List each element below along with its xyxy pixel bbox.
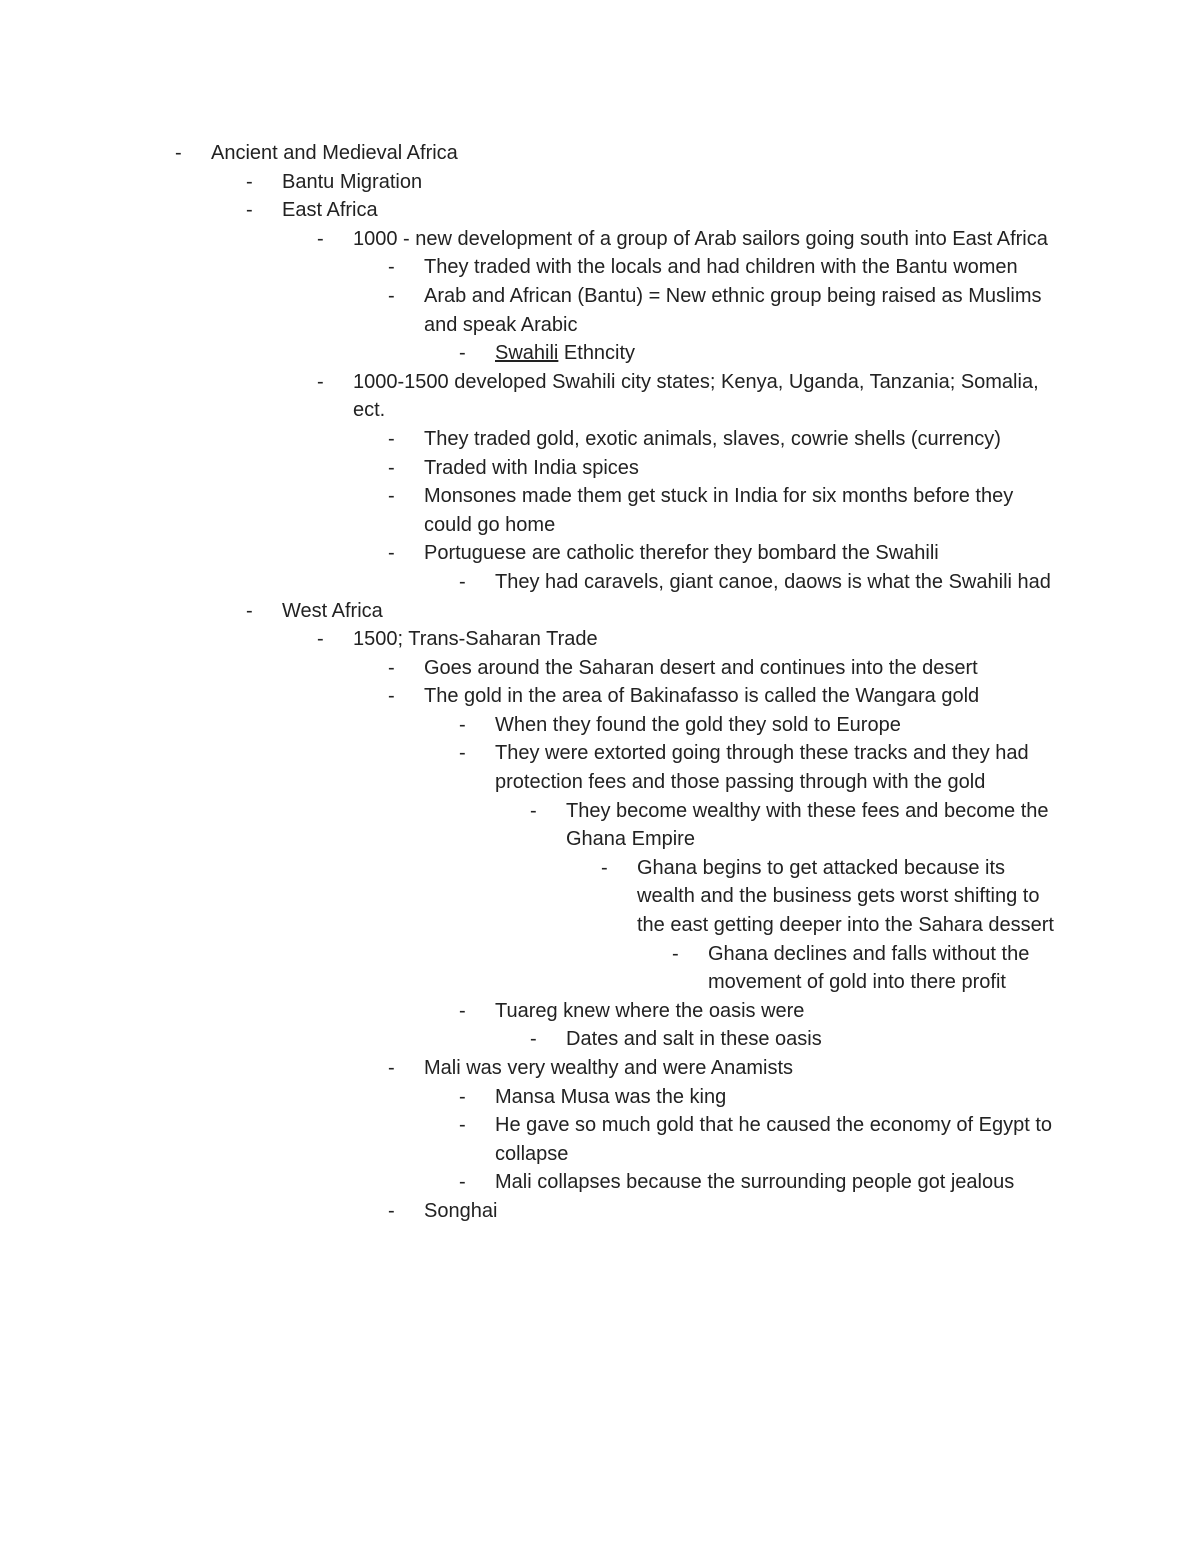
bullet-dash: - [388,1057,395,1079]
outline-item [0,196,1062,225]
bullet-dash: - [317,628,324,651]
bullet-dash: - [246,170,253,193]
outline-item-text: He gave so much gold that he caused the economy of Egypt to collapse [495,1114,1053,1165]
outline-item [0,1054,1062,1083]
outline-item-text: When they found the gold they sold to Europe [495,713,901,736]
bullet-dash: - [459,1114,466,1137]
outline-item-text: West Africa [282,599,383,622]
bullet-dash: - [388,685,395,708]
outline-item [0,997,1062,1026]
bullet-dash: - [459,342,466,365]
bullet-dash: - [175,142,182,164]
outline-item-text: 1000 - new development of a group of Arab sailors going south into East Africa [353,227,1048,250]
outline-item-text: Mali collapses because the surrounding people got jealous [495,1171,1015,1194]
outline-item-text: Monsones made them get stuck in India for six months before they could go home [424,485,1014,536]
bullet-dash: - [317,227,324,250]
outline-item [0,940,1062,997]
outline-item-text: 1000-1500 developed Swahili city states; Kenya, Uganda, Tanzania; Somalia, ect. [353,370,1039,422]
outline-item [0,854,1062,940]
outline-item [0,425,1062,454]
bullet-dash: - [388,284,395,307]
outline-item [0,225,1062,254]
outline-item-text: Arab and African (Bantu) = New ethnic group being raised as Muslims and speak Arabic [424,284,1042,336]
outline-item-text: Mansa Musa was the king [495,1085,727,1108]
outline-item [0,1197,1062,1226]
outline-item [0,625,1062,654]
outline-item-rest: Ethncity [558,342,636,365]
outline-item [0,1083,1062,1112]
outline-item [0,282,1062,339]
outline-item [0,654,1062,683]
outline-item-text: Ghana declines and falls without the movement of gold into there profit [708,942,1030,994]
bullet-dash: - [246,199,253,222]
outline-item [0,739,1062,796]
bullet-dash: - [388,542,395,565]
notes-outline [0,139,1200,1226]
outline-item-text: Songhai [424,1199,498,1222]
outline-item [0,339,1062,368]
bullet-dash: - [459,713,466,736]
outline-item [0,539,1062,568]
bullet-dash: - [317,370,324,393]
outline-item-text: Bantu Migration [282,170,423,193]
outline-item-text: Ghana begins to get attacked because its wealth and the business gets worst shifting to the east getting deeper into the Sahara dessert [637,856,1054,937]
outline-item [0,711,1062,740]
outline-item [0,682,1062,711]
outline-item-text: Traded with India spices [424,456,639,479]
bullet-dash: - [388,427,395,450]
outline-item [0,482,1062,539]
outline-item [0,139,1062,168]
outline-item-text: 1500; Trans-Saharan Trade [353,628,598,651]
outline-item-text: They become wealthy with these fees and become the Ghana Empire [566,799,1049,851]
bullet-dash: - [459,999,466,1022]
bullet-dash: - [246,599,253,622]
outline-item [0,1025,1062,1054]
bullet-dash: - [388,456,395,479]
underlined-term: Swahili [495,342,559,365]
outline-item [0,368,1062,425]
outline-item [0,454,1062,483]
outline-item [0,797,1062,854]
outline-item-text: Ancient and Medieval Africa [211,142,458,164]
outline-item-text: East Africa [282,199,378,222]
outline-item [0,168,1062,197]
bullet-dash: - [459,1171,466,1194]
outline-item-text: The gold in the area of Bakinafasso is called the Wangara gold [424,685,980,708]
bullet-dash: - [388,485,395,508]
bullet-dash: - [388,656,395,679]
outline-item-text: Tuareg knew where the oasis were [495,999,805,1022]
outline-item-text: They had caravels, giant canoe, daows is what the Swahili had [495,570,1051,593]
outline-item [0,568,1062,597]
bullet-dash: - [459,570,466,593]
outline-item [0,597,1062,626]
outline-item-text: Portuguese are catholic therefor they bombard the Swahili [424,542,939,565]
outline-item [0,253,1062,282]
outline-item-text: Goes around the Saharan desert and continues into the desert [424,656,978,679]
outline-item-text: They traded with the locals and had children with the Bantu women [424,256,1018,279]
bullet-dash: - [459,742,466,765]
bullet-dash: - [530,799,537,822]
outline-item-text: Mali was very wealthy and were Anamists [424,1057,794,1079]
outline-item [0,1168,1062,1197]
bullet-dash: - [601,856,608,879]
outline-item-text: They traded gold, exotic animals, slaves, cowrie shells (currency) [424,427,1001,450]
bullet-dash: - [459,1085,466,1108]
bullet-dash: - [388,1199,395,1222]
outline-item-text: They were extorted going through these tracks and they had protection fees and those passing through with the gold [495,742,1029,794]
bullet-dash: - [672,942,679,965]
bullet-dash: - [530,1028,537,1051]
outline-item [0,1111,1062,1168]
outline-item-text: Dates and salt in these oasis [566,1028,822,1051]
outline-item-text [495,339,1062,368]
bullet-dash: - [388,256,395,279]
